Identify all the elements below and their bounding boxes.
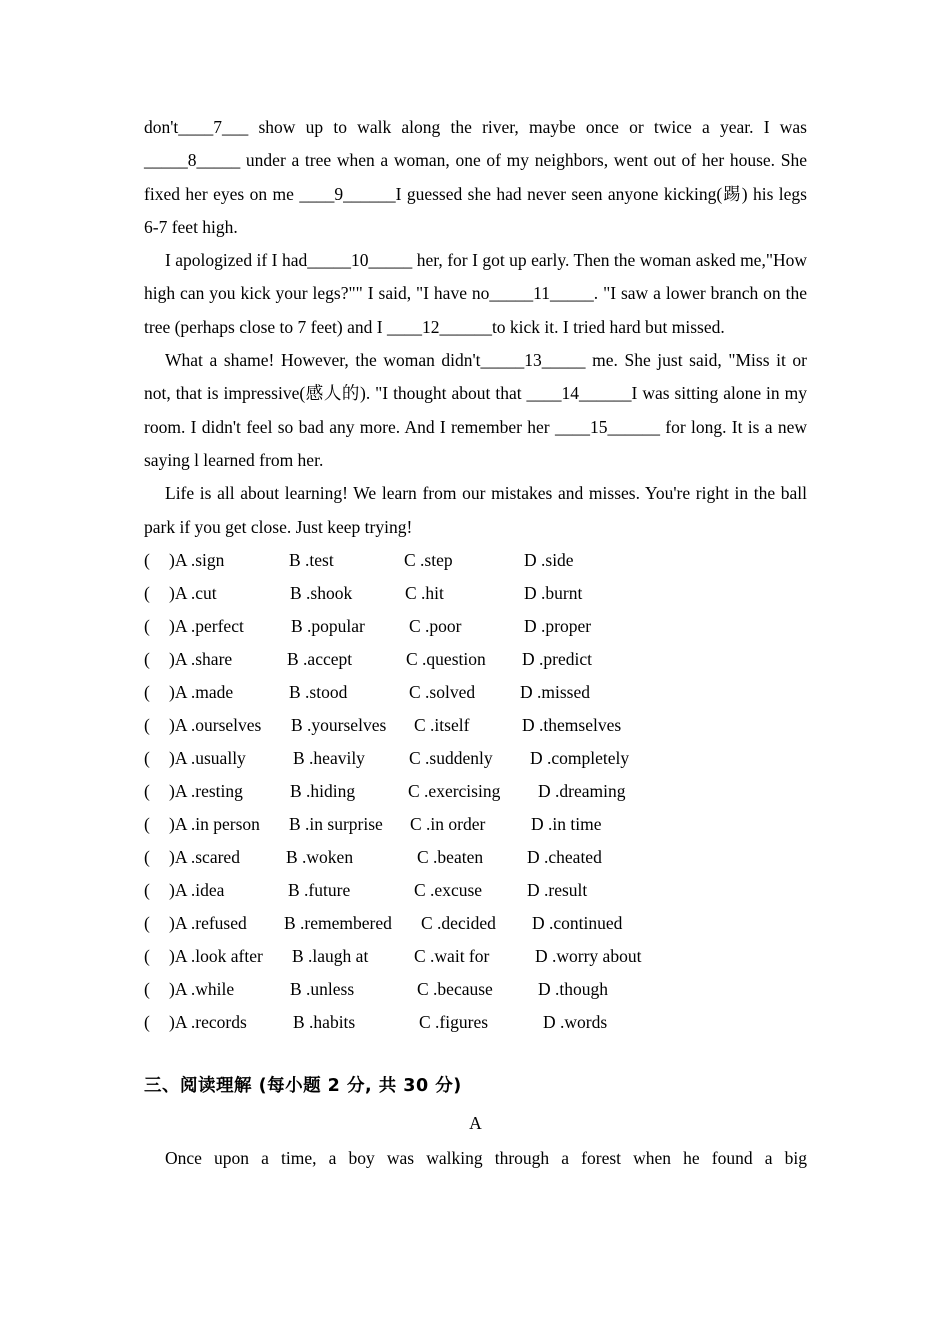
option-c: C .suddenly <box>409 747 493 768</box>
option-a: )A .look after <box>169 945 263 966</box>
answer-paren[interactable]: ( <box>144 747 150 768</box>
question-row <box>144 676 807 709</box>
option-a: )A .usually <box>169 747 246 768</box>
option-b: B .shook <box>290 582 353 603</box>
answer-paren[interactable]: ( <box>144 978 150 999</box>
option-c: C .decided <box>421 912 496 933</box>
question-row <box>144 940 807 973</box>
answer-paren[interactable]: ( <box>144 549 150 570</box>
option-c: C .itself <box>414 714 470 735</box>
answer-paren[interactable]: ( <box>144 846 150 867</box>
option-b: B .future <box>288 879 351 900</box>
passage-paragraph-1: don't____7___ show up to walk along the river, maybe once or twice a year. I was _____8_____ under a tree when a woman, one of my neighbors, went out of her house. She fixed her eyes on me ____9______I guessed she had never seen anyone kicking(踢) his legs 6-7 feet high. <box>144 117 807 237</box>
option-b: B .yourselves <box>291 714 387 735</box>
option-b: B .laugh at <box>292 945 369 966</box>
answer-paren[interactable]: ( <box>144 945 150 966</box>
question-row <box>144 1006 807 1039</box>
answer-paren[interactable]: ( <box>144 582 150 603</box>
option-c: C .question <box>406 648 486 669</box>
question-row <box>144 610 807 643</box>
option-b: B .stood <box>289 681 348 702</box>
passage-paragraph-4: Life is all about learning! We learn from our mistakes and misses. You're right in the ball park if you get close. Just keep trying! <box>144 483 807 537</box>
option-b: B .popular <box>291 615 365 636</box>
option-d: D .completely <box>530 747 630 768</box>
option-d: D .missed <box>520 681 590 702</box>
option-d: D .predict <box>522 648 592 669</box>
question-row <box>144 808 807 841</box>
question-row <box>144 742 807 775</box>
option-c: C .in order <box>410 813 486 834</box>
option-c: C .figures <box>419 1011 489 1032</box>
answer-paren[interactable]: ( <box>144 1011 150 1032</box>
question-row <box>144 577 807 610</box>
passage-label: A <box>469 1112 482 1133</box>
question-row <box>144 544 807 577</box>
option-c: C .poor <box>409 615 462 636</box>
option-a: )A .scared <box>169 846 240 867</box>
question-row <box>144 775 807 808</box>
answer-paren[interactable]: ( <box>144 912 150 933</box>
question-row <box>144 643 807 676</box>
option-d: D .in time <box>531 813 602 834</box>
option-b: B .heavily <box>293 747 365 768</box>
option-a: )A .ourselves <box>169 714 262 735</box>
option-d: D .result <box>527 879 588 900</box>
option-c: C .excuse <box>414 879 483 900</box>
question-row <box>144 973 807 1006</box>
option-a: )A .share <box>169 648 233 669</box>
section-title-text: 三、阅读理解 <box>144 1075 252 1096</box>
section-score-note: (每小题 2 分, 共 30 分) <box>258 1075 462 1096</box>
option-a: )A .records <box>169 1011 247 1032</box>
option-d: D .though <box>538 978 608 999</box>
question-row <box>144 709 807 742</box>
question-row <box>144 841 807 874</box>
answer-paren[interactable]: ( <box>144 615 150 636</box>
option-b: B .in surprise <box>289 813 383 834</box>
option-d: D .words <box>543 1011 608 1032</box>
answer-paren[interactable]: ( <box>144 648 150 669</box>
option-b: B .test <box>289 549 334 570</box>
option-c: C .because <box>417 978 493 999</box>
option-b: B .woken <box>286 846 354 867</box>
option-d: D .proper <box>524 615 592 636</box>
option-a: )A .perfect <box>169 615 244 636</box>
option-b: B .accept <box>287 648 353 669</box>
option-b: B .hiding <box>290 780 356 801</box>
question-row <box>144 874 807 907</box>
option-a: )A .refused <box>169 912 247 933</box>
passage-paragraph-3: What a shame! However, the woman didn't_____13_____ me. She just said, "Miss it or not, that is impressive(感人的). "I thought about that ____14______I was sitting alone in my room. I didn't feel so bad any more. And I remember her ____15______ for long. It is a new saying l learned from her. <box>144 350 807 470</box>
answer-paren[interactable]: ( <box>144 681 150 702</box>
option-a: )A .cut <box>169 582 217 603</box>
passage-paragraph-2: I apologized if I had_____10_____ her, for I got up early. Then the woman asked me,"How high can you kick your legs?"" I said, "I have no_____11_____. "I saw a lower branch on the tree (perhaps close to 7 feet) and I ____12______to kick it. I tried hard but missed. <box>144 250 807 337</box>
answer-paren[interactable]: ( <box>144 714 150 735</box>
option-c: C .step <box>404 549 453 570</box>
answer-paren[interactable]: ( <box>144 780 150 801</box>
option-c: C .exercising <box>408 780 501 801</box>
option-d: D .themselves <box>522 714 622 735</box>
option-a: )A .idea <box>169 879 225 900</box>
option-c: C .solved <box>409 681 476 702</box>
document-page <box>144 111 807 1175</box>
option-b: B .remembered <box>284 912 392 933</box>
option-d: D .continued <box>532 912 623 933</box>
answer-paren[interactable]: ( <box>144 813 150 834</box>
option-b: B .habits <box>293 1011 356 1032</box>
options-list <box>144 544 807 1039</box>
section-title <box>144 1070 807 1103</box>
option-d: D .burnt <box>524 582 583 603</box>
option-d: D .worry about <box>535 945 642 966</box>
answer-paren[interactable]: ( <box>144 879 150 900</box>
option-c: C .wait for <box>414 945 490 966</box>
option-a: )A .in person <box>169 813 260 834</box>
question-row <box>144 907 807 940</box>
option-d: D .cheated <box>527 846 602 867</box>
option-b: B .unless <box>290 978 355 999</box>
option-a: )A .while <box>169 978 235 999</box>
option-a: )A .resting <box>169 780 243 801</box>
option-a: )A .made <box>169 681 234 702</box>
option-c: C .beaten <box>417 846 484 867</box>
option-d: D .dreaming <box>538 780 626 801</box>
option-d: D .side <box>524 549 574 570</box>
option-a: )A .sign <box>169 549 225 570</box>
passage-first-line: Once upon a time, a boy was walking through a forest when he found a big <box>165 1147 807 1168</box>
option-c: C .hit <box>405 582 444 603</box>
